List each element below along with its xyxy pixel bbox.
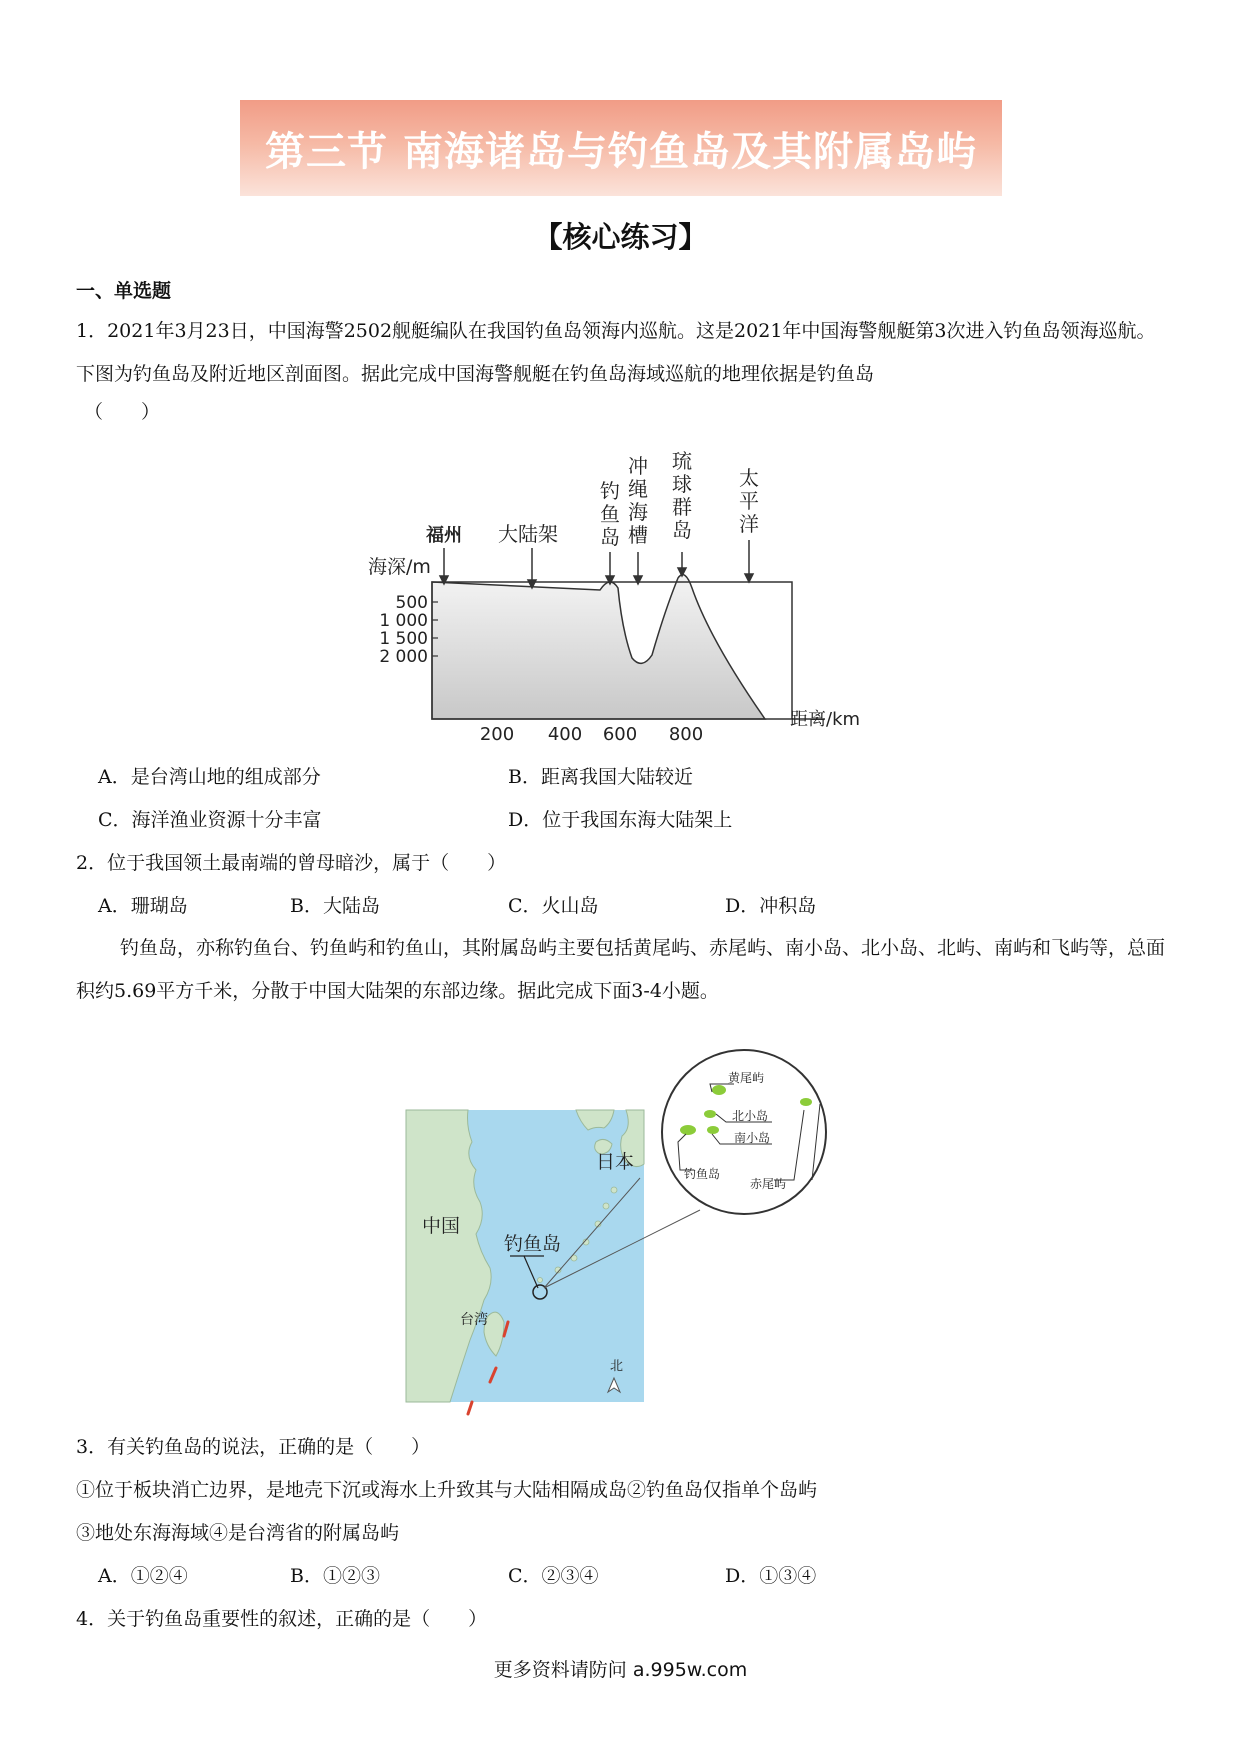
map-label-taiwan: 台湾 — [460, 1312, 488, 1328]
x-tick-800: 800 — [668, 724, 704, 745]
inset-label-beixiao: 北小岛 — [732, 1109, 769, 1123]
map-label-japan: 日本 — [596, 1151, 635, 1173]
label-okinawa-4: 槽 — [628, 523, 648, 547]
q2-option-b[interactable]: B．大陆岛 — [290, 895, 380, 917]
q1-text: 1．2021年3月23日，中国海警2502舰艇编队在我国钓鱼岛领海内巡航。这是2021年中国海警舰艇第3次进入钓鱼岛领海巡航。下图为钓鱼岛及附近地区剖面图。据此完成中国海警舰艇在钓鱼岛海域巡航的地理依据是钓鱼岛 — [76, 320, 1156, 385]
q2-option-a[interactable]: A．珊瑚岛 — [98, 895, 188, 917]
label-ryukyu-3: 群 — [672, 495, 692, 519]
q3-text: 3．有关钓鱼岛的说法，正确的是（ ） — [76, 1436, 431, 1458]
q1-option-d[interactable]: D．位于我国东海大陆架上 — [508, 809, 733, 831]
x-axis-label: 距离/km — [790, 709, 861, 730]
map-label-north: 北 — [610, 1359, 624, 1374]
label-okinawa-2: 绳 — [628, 477, 648, 501]
profile-chart — [360, 440, 880, 750]
inset-label-chiwei: 赤尾屿 — [750, 1177, 787, 1191]
map-label-diaoyu: 钓鱼岛 — [504, 1233, 562, 1255]
y-tick-500: 500 — [395, 593, 428, 613]
x-tick-200: 200 — [479, 724, 515, 745]
section-heading: 一、单选题 — [76, 280, 172, 302]
y-tick-1000: 1 000 — [379, 611, 428, 631]
q3-statements-2: ③地处东海海域④是台湾省的附属岛屿 — [76, 1522, 400, 1544]
q1-paren: （ ） — [84, 401, 161, 423]
q3-option-b[interactable]: B．①②③ — [290, 1565, 380, 1587]
q1-option-b[interactable]: B．距离我国大陆较近 — [508, 766, 693, 788]
q4-text: 4．关于钓鱼岛重要性的叙述，正确的是（ ） — [76, 1608, 488, 1630]
q1-option-a[interactable]: A．是台湾山地的组成部分 — [98, 766, 321, 788]
passage: 钓鱼岛，亦称钓鱼台、钓鱼屿和钓鱼山，其附属岛屿主要包括黄尾屿、赤尾屿、南小岛、北小岛、北屿、南屿和飞屿等，总面积约5.69平方千米，分散于中国大陆架的东部边缘。据此完成下面3-4小题。 — [76, 937, 1166, 1002]
label-shelf: 大陆架 — [498, 522, 558, 546]
label-ryukyu-1: 琉 — [672, 449, 692, 473]
sea-profile — [432, 575, 765, 719]
inset-label-huangwei: 黄尾屿 — [728, 1071, 765, 1085]
q1-option-c[interactable]: C．海洋渔业资源十分丰富 — [98, 809, 322, 831]
label-okinawa-1: 冲 — [628, 454, 648, 478]
title-banner — [240, 100, 1002, 196]
inset-label-nanxiao: 南小岛 — [734, 1131, 771, 1145]
y-tick-1500: 1 500 — [379, 629, 428, 649]
q3-option-c[interactable]: C．②③④ — [508, 1565, 599, 1587]
y-tick-2000: 2 000 — [379, 647, 428, 667]
label-fuzhou: 福州 — [426, 525, 462, 546]
footer-link[interactable]: 更多资料请防问 a.995w.com — [493, 1659, 748, 1681]
label-pacific-2: 平 — [739, 489, 759, 513]
map-label-china: 中国 — [422, 1215, 461, 1237]
label-ryukyu-4: 岛 — [672, 518, 692, 542]
q2-option-d[interactable]: D．冲积岛 — [725, 895, 817, 917]
diaoyu-map — [400, 1030, 860, 1430]
x-tick-400: 400 — [547, 724, 583, 745]
label-diaoyu-1: 钓 — [600, 479, 620, 503]
label-diaoyu-3: 岛 — [600, 525, 620, 549]
label-pacific-1: 太 — [739, 466, 759, 490]
q2-text: 2．位于我国领土最南端的曾母暗沙，属于（ ） — [76, 852, 507, 874]
subtitle: 【核心练习】 — [533, 220, 708, 254]
label-diaoyu-2: 鱼 — [600, 502, 620, 526]
label-ryukyu-2: 球 — [672, 472, 692, 496]
x-tick-600: 600 — [602, 724, 638, 745]
q3-option-d[interactable]: D．①③④ — [725, 1565, 817, 1587]
label-pacific-3: 洋 — [739, 512, 759, 536]
page-title: 第三节 南海诸岛与钓鱼岛及其附属岛屿 — [265, 128, 977, 175]
q3-option-a[interactable]: A．①②④ — [98, 1565, 188, 1587]
label-okinawa-3: 海 — [628, 500, 648, 524]
y-axis-label: 海深/m — [368, 556, 431, 578]
q2-option-c[interactable]: C．火山岛 — [508, 895, 599, 917]
q3-statements-1: ①位于板块消亡边界，是地壳下沉或海水上升致其与大陆相隔成岛②钓鱼岛仅指单个岛屿 — [76, 1479, 818, 1501]
inset-label-diaoyu: 钓鱼岛 — [684, 1167, 721, 1181]
